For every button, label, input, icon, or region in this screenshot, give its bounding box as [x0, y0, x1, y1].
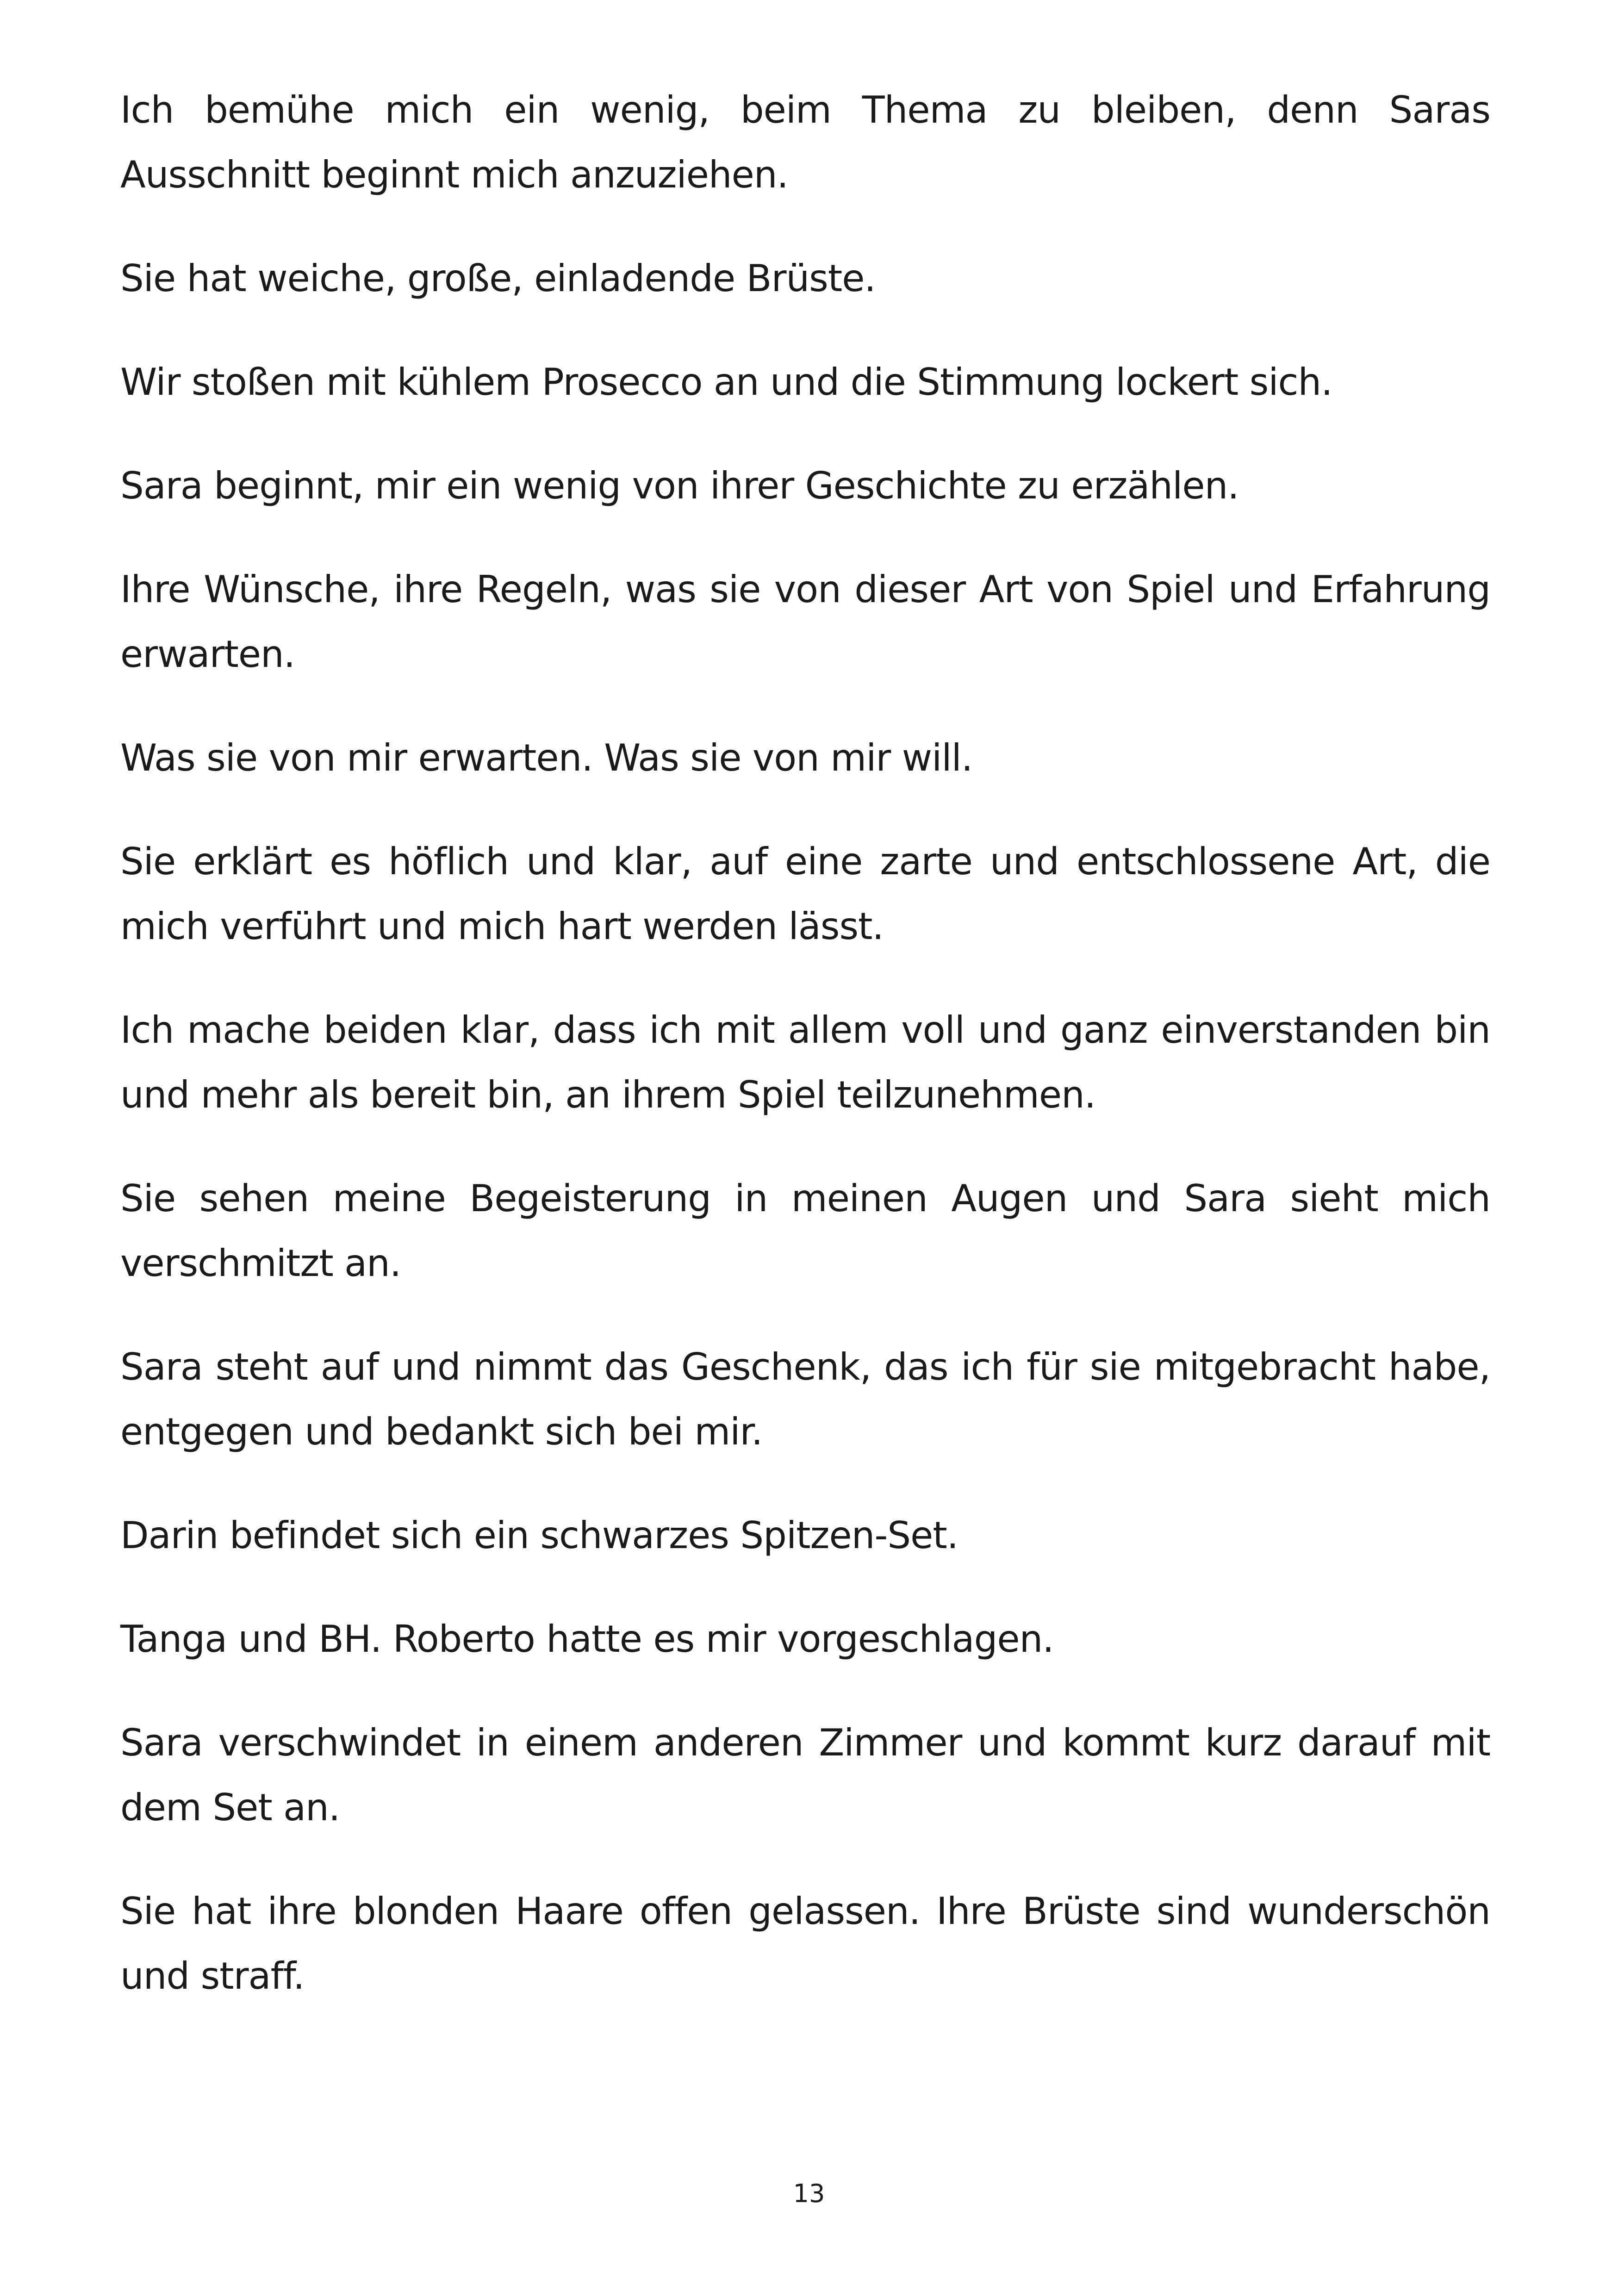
- paragraph: Ich bemühe mich ein wenig, beim Thema zu bleiben, denn Saras Ausschnitt beginnt mich anzuziehen.: [120, 88, 1490, 196]
- paragraph: Ihre Wünsche, ihre Regeln, was sie von dieser Art von Spiel und Erfahrung erwarten.: [120, 568, 1490, 676]
- paragraph: Wir stoßen mit kühlem Prosecco an und die Stimmung lockert sich.: [120, 361, 1332, 404]
- paragraph: Sara steht auf und nimmt das Geschenk, das ich für sie mitgebracht habe, entgegen und bedankt sich bei mir.: [120, 1345, 1490, 1453]
- page-number: 13: [793, 2179, 825, 2208]
- paragraph: Sie hat weiche, große, einladende Brüste.: [120, 257, 876, 300]
- paragraph: Sie sehen meine Begeisterung in meinen Augen und Sara sieht mich verschmitzt an.: [120, 1177, 1490, 1285]
- paragraph: Sie hat ihre blonden Haare offen gelassen. Ihre Brüste sind wunderschön und straff.: [120, 1890, 1490, 1997]
- paragraph: Was sie von mir erwarten. Was sie von mir will.: [120, 736, 973, 779]
- paragraph: Ich mache beiden klar, dass ich mit allem voll und ganz einverstanden bin und mehr als bereit bin, an ihrem Spiel teilzunehmen.: [120, 1008, 1490, 1116]
- paragraph: Sara beginnt, mir ein wenig von ihrer Geschichte zu erzählen.: [120, 464, 1239, 507]
- body-text: [120, 78, 1490, 2047]
- paragraph: Tanga und BH. Roberto hatte es mir vorgeschlagen.: [120, 1618, 1054, 1661]
- paragraph: Sara verschwindet in einem anderen Zimmer und kommt kurz darauf mit dem Set an.: [120, 1721, 1490, 1829]
- paragraph: Sie erklärt es höflich und klar, auf eine zarte und entschlossene Art, die mich verführt und mich hart werden lässt.: [120, 840, 1490, 948]
- paragraph: Darin befindet sich ein schwarzes Spitzen-Set.: [120, 1514, 958, 1557]
